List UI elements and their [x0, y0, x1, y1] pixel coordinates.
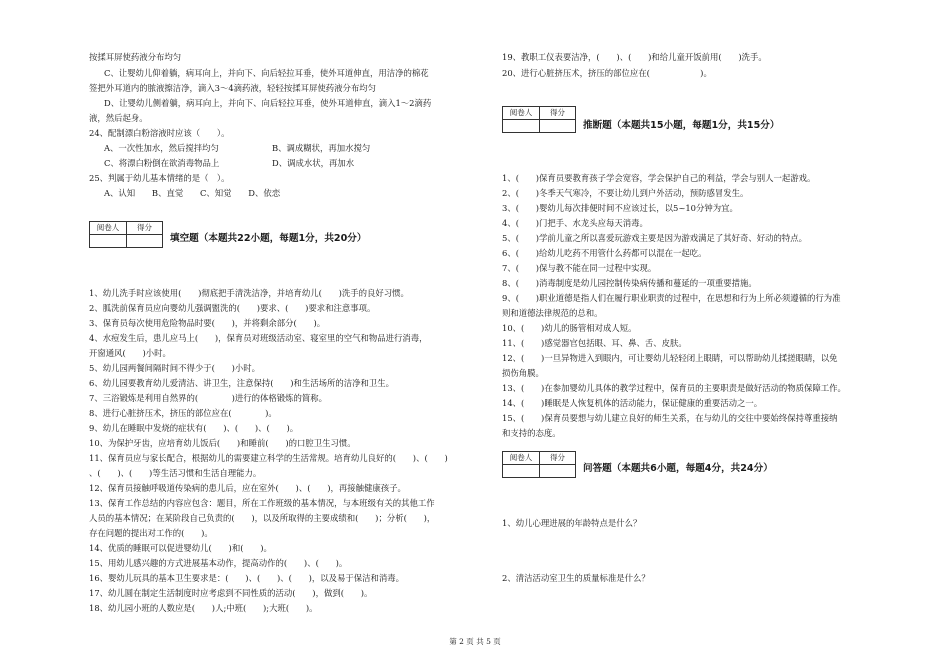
score-label: 得分 — [550, 453, 565, 462]
right-question-line: 8、( )消毒制度是幼儿园控制传染病传播和蔓延的一项重要措施。 — [502, 278, 757, 288]
left-question-line: 1、幼儿洗手时应该使用( )彻底把手清洗洁净，并培育幼儿( )洗手的良好习惯。 — [89, 288, 409, 298]
right-question-line: 和支持的态度。 — [502, 428, 561, 438]
reviewer-label: 阅卷人 — [503, 107, 540, 119]
left-question-line: 4、水痘发生后，患儿应马上( )，保育员对班级活动室、寝室里的空气和物品进行消毒， — [89, 333, 428, 343]
left-question-line: 18、幼儿园小班的人数应是( )人;中班( );大班( )。 — [89, 603, 318, 613]
right-question-line: 2、清洁活动室卫生的质量标准是什么？ — [502, 573, 650, 583]
left-question-line: 5、幼儿园两餐间隔时间不得少于( )小时。 — [89, 363, 260, 373]
score-label: 得分 — [550, 108, 565, 117]
right-question-line: 1、幼儿心理进展的年龄特点是什么？ — [502, 518, 642, 528]
right-question-line: 6、( )给幼儿吃药不用管什么药都可以混在一起吃。 — [502, 248, 707, 258]
right-question-line: 1、( )保育员要教育孩子学会宽容，学会保护自己的利益，学会与别人一起游戏。 — [502, 173, 816, 183]
left-question-line: 12、保育员接触呼吸道传染病的患儿后，应在室外( )、( )，再接触健康孩子。 — [89, 483, 406, 493]
left-question-line: A、认知 B、直觉 C、知觉 D、依恋 — [104, 188, 281, 198]
left-question-line: D、调成水状，再加水 — [272, 158, 355, 168]
left-question-line: A、一次性加水，然后搅拌均匀 — [104, 143, 219, 153]
section-title: 推断题（本题共15小题，每题1分，共15分） — [583, 120, 780, 131]
left-question-line: 24、配制漂白粉溶液时应该（ ）。 — [89, 128, 230, 138]
left-question-line: 3、保育员每次使用危险物品时要( )，并将剩余部分( )。 — [89, 318, 326, 328]
right-question-line: 4、( )门把手、水龙头应每天消毒。 — [502, 218, 648, 228]
section-title: 问答题（本题共6小题，每题4分，共24分） — [583, 463, 773, 474]
right-question-line: 13、( )在参加婴幼儿具体的教学过程中，保育员的主要职责是做好活动的物质保障工作。 — [502, 383, 846, 393]
left-question-line: 液，然后起身。 — [89, 113, 148, 123]
left-question-line: 人员的基本情况；在某阶段自己负责的( )，以及所取得的主要成绩和( )；分析( )， — [89, 513, 436, 523]
right-question-line: 15、( )保育员要想与幼儿建立良好的师生关系，在与幼儿的交往中要始终保持尊重接纳 — [502, 413, 838, 423]
right-question-line: 12、( )一旦异物进入到眼内，可让婴幼儿轻轻闭上眼睛，可以帮助幼儿揉搓眼睛，以免 — [502, 353, 838, 363]
score-box — [89, 221, 163, 248]
left-question-line: 6、幼儿园要教育幼儿爱清洁、讲卫生，注意保持( )和生活场所的洁净和卫生。 — [89, 378, 394, 388]
right-question-line: 10、( )幼儿的肠管相对成人短。 — [502, 323, 637, 333]
right-question-line: 2、( )冬季天气寒冷，不要让幼儿到户外活动，预防感冒发生。 — [502, 188, 749, 198]
left-question-line: 7、三浴锻炼是利用自然界的( )进行的体格锻炼的简称。 — [89, 393, 327, 403]
left-question-line: C、将漂白粉倒在欲消毒物品上 — [104, 158, 220, 168]
left-question-line: C、让婴幼儿仰着躺，病耳向上，并向下、向后轻拉耳垂，使外耳道伸直，用洁净的棉花 — [104, 68, 429, 78]
reviewer-label: 阅卷人 — [503, 452, 540, 464]
score-box — [502, 106, 576, 133]
left-question-line: 14、优质的睡眠可以促进婴幼儿( )和( )。 — [89, 543, 272, 553]
left-question-line: 25、判属于幼儿基本情绪的是（ ）。 — [89, 173, 230, 183]
right-question-line: 3、( )婴幼儿每次排便时间不应该过长，以5~10分钟为宜。 — [502, 203, 738, 213]
right-question-line: 7、( )保与教不能在同一过程中实现。 — [502, 263, 657, 273]
left-question-line: 2、胍洗前保育员应向婴幼儿强调盥洗的( )要求、( )要求和注意事项。 — [89, 303, 376, 313]
left-question-line: 15、用幼儿感兴趣的方式进展基本动作，提高动作的( )、( )。 — [89, 558, 348, 568]
right-question-line: 9、( )职业道德是指人们在履行职业职责的过程中，在思想和行为上所必须遵循的行为准 — [502, 293, 841, 303]
right-question-line: 11、( )感觉器官包括眼、耳、鼻、舌、皮肤。 — [502, 338, 687, 348]
right-question-line: 19、教职工仪表要洁净，( )、( )和给儿童开饭前用( )洗手。 — [502, 52, 767, 62]
right-question-line: 则和道德法律规范的总和。 — [502, 308, 603, 318]
left-question-line: 开窗通风( )小时。 — [89, 348, 171, 358]
left-question-line: 13、保育工作总结的内容应包含：题目，所在工作班级的基本情况，与本班级有关的其他工作 — [89, 498, 435, 508]
score-label: 得分 — [137, 223, 152, 232]
right-question-line: 20、进行心脏挤压术，挤压的部位应在( )。 — [502, 68, 712, 78]
left-question-line: 10、为保护牙齿，应培育幼儿饭后( )和睡前( )的口腔卫生习惯。 — [89, 438, 356, 448]
section-title: 填空题（本题共22小题，每题1分，共20分） — [170, 233, 367, 244]
left-question-line: 按揉耳屏使药液分布均匀 — [89, 52, 182, 62]
right-question-line: 5、( )学前儿童之所以喜爱玩游戏主要是因为游戏满足了其好奇、好动的特点。 — [502, 233, 807, 243]
left-question-line: B、调成糊状，再加水搅匀 — [272, 143, 371, 153]
score-box — [502, 451, 576, 478]
right-question-line: 14、( )睡眠是人恢复机体的活动能力，保证健康的重要活动之一。 — [502, 398, 763, 408]
left-question-line: 存在问题的提出对工作的( )。 — [89, 528, 213, 538]
left-question-line: 11、保育员应与家长配合，根据幼儿的需要建立科学的生活常规。培育幼儿良好的( )、( ) — [89, 453, 448, 463]
page-footer: 第 2 页 共 5 页 — [449, 637, 501, 646]
left-question-line: 16、婴幼儿玩具的基本卫生要求是：( )、( )、( )，以及易于保洁和消毒。 — [89, 573, 405, 583]
left-question-line: 8、进行心脏挤压术，挤压的部位应在( )。 — [89, 408, 277, 418]
reviewer-label: 阅卷人 — [90, 222, 127, 234]
left-question-line: 、( )、( )等生活习惯和生活自理能力。 — [89, 468, 262, 478]
right-question-line: 损伤角膜。 — [502, 368, 544, 378]
left-question-line: 9、幼儿在睡眠中发烧的症状有( )、( )、( )。 — [89, 423, 299, 433]
left-question-line: 17、幼儿圆在制定生活制度时应考虑到不同性质的活动( )，做到( )。 — [89, 588, 373, 598]
left-question-line: D、让婴幼儿侧着躺，病耳向上，并向下、向后轻拉耳垂，使外耳道伸直，滴入1～2滴药 — [104, 98, 432, 108]
left-question-line: 签把外耳道内的脓液擦洁净，滴入3～4滴药液，轻轻按揉耳屏使药液分布均匀 — [89, 83, 377, 93]
